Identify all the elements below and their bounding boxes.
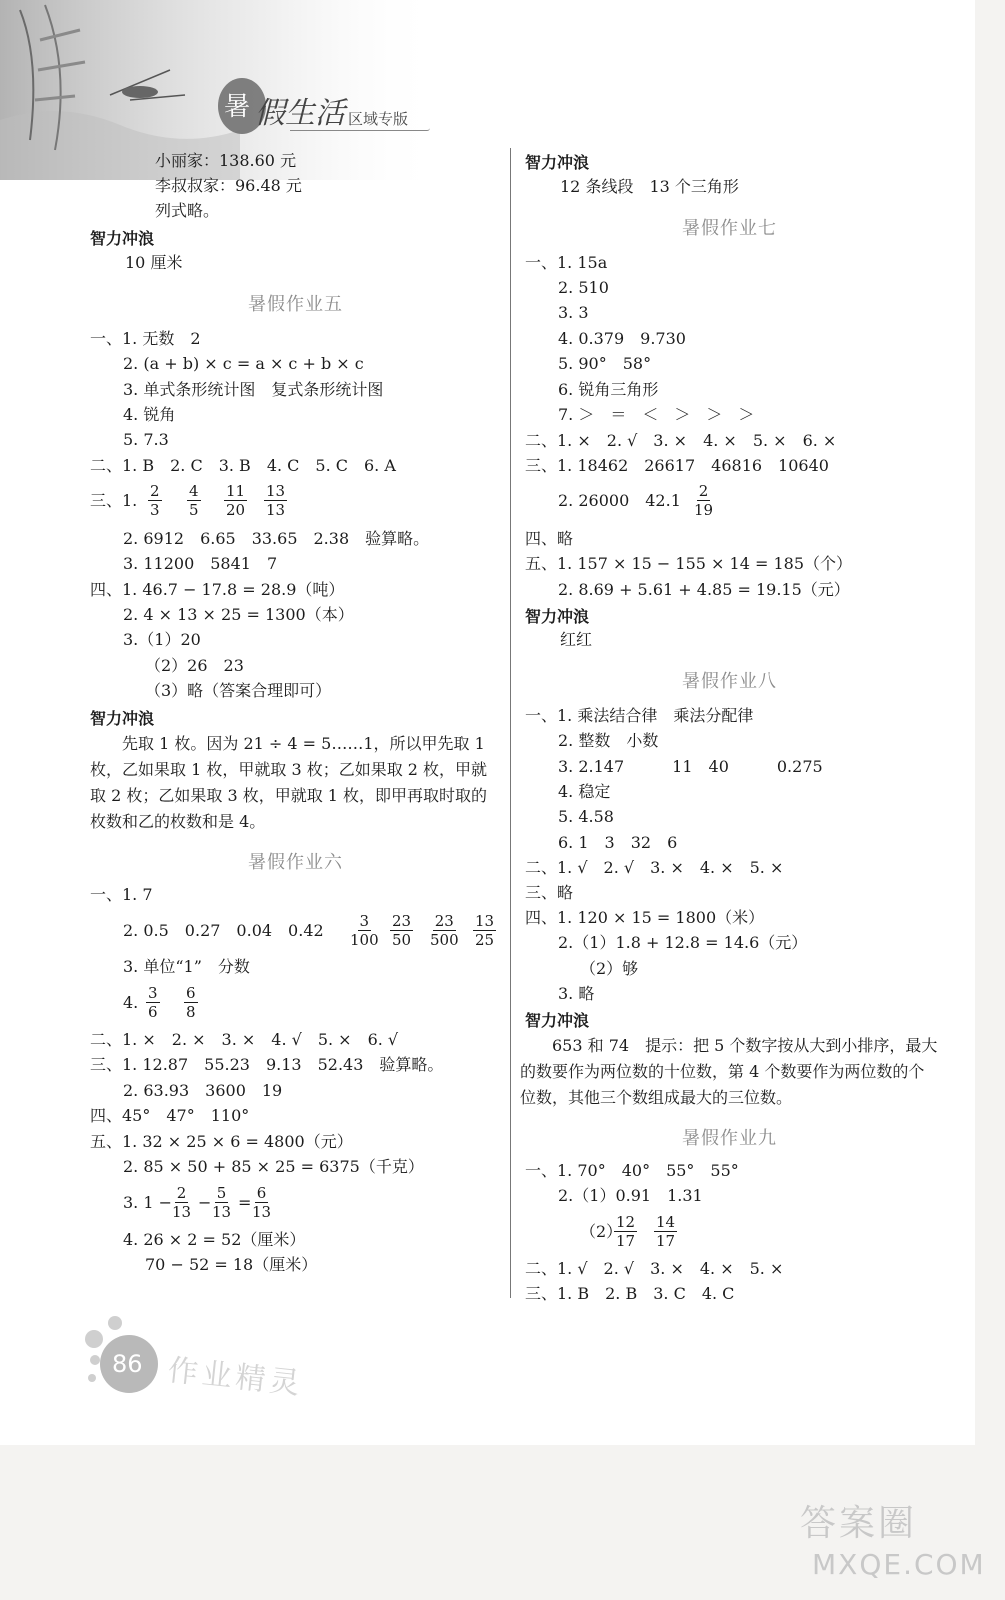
answer-line: 小丽家：138.60 元 bbox=[155, 151, 297, 170]
answer-line: 二、1. × 2. √ 3. × 4. × 5. × 6. × bbox=[525, 431, 837, 450]
answer-line: 2. 0.5 0.27 0.04 0.42 bbox=[123, 921, 324, 940]
answer-line: 10 厘米 bbox=[125, 253, 183, 272]
answer-line: 6. 锐角三角形 bbox=[558, 380, 659, 399]
answer-line: 五、1. 32 × 25 × 6 = 4800（元） bbox=[90, 1132, 353, 1151]
answer-line: 3. 单位“1” 分数 bbox=[123, 957, 250, 976]
fraction: $\frac{2}{19}$ bbox=[694, 482, 714, 519]
answer-line: 4. 26 × 2 = 52（厘米） bbox=[123, 1230, 306, 1249]
answer-line: 四、1. 120 × 15 = 1800（米） bbox=[525, 908, 765, 927]
section-label: 智力冲浪 bbox=[90, 709, 155, 728]
answer-line: 一、1. 无数 2 bbox=[90, 329, 201, 348]
section-label: 智力冲浪 bbox=[525, 153, 590, 172]
answer-line: 一、1. 70° 40° 55° 55° bbox=[525, 1161, 739, 1180]
section-heading: 暑假作业九 bbox=[682, 1128, 777, 1149]
answer-line: 3. 3 bbox=[558, 303, 589, 322]
fraction: $\frac{13}{25}$ bbox=[475, 912, 495, 949]
answer-line: 2. 8.69 + 5.61 + 4.85 = 19.15（元） bbox=[558, 580, 850, 599]
answer-line: （2）26 23 bbox=[145, 656, 244, 675]
decor-dot bbox=[90, 1355, 100, 1365]
page-tag: 作业精灵 bbox=[166, 1352, 306, 1402]
answer-line: 6. 1 3 32 6 bbox=[558, 833, 678, 852]
answer-line: 70 − 52 = 18（厘米） bbox=[145, 1255, 318, 1274]
fraction: $\frac{6}{8}$ bbox=[186, 984, 196, 1021]
answer-line: 一、1. 7 bbox=[90, 885, 153, 904]
answer-line: 3. 略 bbox=[558, 984, 595, 1003]
answer-line: 3. 1 − bbox=[123, 1193, 173, 1212]
logo-underline bbox=[290, 128, 430, 131]
answer-line: 12 条线段 13 个三角形 bbox=[560, 177, 739, 196]
section-label: 智力冲浪 bbox=[525, 607, 590, 626]
answer-line: 5. 4.58 bbox=[558, 807, 614, 826]
answer-line: 二、1. √ 2. √ 3. × 4. × 5. × bbox=[525, 1259, 784, 1278]
page-number: 86 bbox=[112, 1350, 143, 1378]
watermark: 答案圈 bbox=[800, 1503, 918, 1544]
answer-line: （2）够 bbox=[580, 959, 639, 978]
fraction: $\frac{3}{6}$ bbox=[148, 984, 158, 1021]
fraction: $\frac{6}{13}$ bbox=[252, 1184, 272, 1221]
answer-line: 列式略。 bbox=[155, 201, 220, 220]
logo-tag: 区域专版 bbox=[348, 110, 409, 128]
fraction: $\frac{23}{500}$ bbox=[430, 912, 459, 949]
answer-line: 四、45° 47° 110° bbox=[90, 1106, 250, 1125]
decor-dot bbox=[85, 1330, 103, 1348]
answer-line: 三、1. bbox=[90, 491, 138, 510]
answer-line: 二、1. B 2. C 3. B 4. C 5. C 6. A bbox=[90, 456, 396, 475]
answer-line: 三、1. 12.87 55.23 9.13 52.43 验算略。 bbox=[90, 1055, 444, 1074]
section-label: 智力冲浪 bbox=[525, 1011, 590, 1030]
answer-line: 2.（1）0.91 1.31 bbox=[558, 1186, 703, 1205]
section-label: 智力冲浪 bbox=[90, 229, 155, 248]
answer-line: 2. (a + b) × c = a × c + b × c bbox=[123, 354, 364, 373]
answer-line: 2. 4 × 13 × 25 = 1300（本） bbox=[123, 605, 354, 624]
answer-line: 三、1. 18462 26617 46816 10640 bbox=[525, 456, 829, 475]
answer-line: 2. 26000 42.1 bbox=[558, 491, 681, 510]
answer-line: 2. 63.93 3600 19 bbox=[123, 1081, 283, 1100]
fraction: $\frac{2}{3}$ bbox=[150, 482, 160, 519]
answer-line: 4. 锐角 bbox=[123, 405, 176, 424]
fraction: $\frac{23}{50}$ bbox=[392, 912, 412, 949]
answer-line: 二、1. × 2. × 3. × 4. √ 5. × 6. √ bbox=[90, 1030, 399, 1049]
logo-title: 假生活 bbox=[255, 96, 345, 131]
answer-line: 3. 11200 5841 7 bbox=[123, 554, 278, 573]
answer-line: 4. 稳定 bbox=[558, 782, 611, 801]
answer-line: 一、1. 15a bbox=[525, 253, 608, 272]
answer-line: 7. ＞ ＝ ＜ ＞ ＞ ＞ bbox=[558, 405, 755, 424]
section-heading: 暑假作业八 bbox=[682, 671, 777, 692]
answer-line: 三、略 bbox=[525, 883, 574, 902]
answer-line: 2.（1）1.8 + 12.8 = 14.6（元） bbox=[558, 933, 808, 952]
watermark-url: MXQE.COM bbox=[812, 1548, 986, 1581]
answer-line: 2. 整数 小数 bbox=[558, 731, 659, 750]
answer-line: 5. 7.3 bbox=[123, 430, 169, 449]
section-heading: 暑假作业七 bbox=[682, 218, 777, 239]
operator: = bbox=[238, 1193, 252, 1212]
answer-paragraph: 先取 1 枚。因为 21 ÷ 4 = 5……1，所以甲先取 1 枚，乙如果取 1 枚，甲就取 3 枚；乙如果取 2 枚，甲就取 2 枚；乙如果取 3 枚，甲就取 1 枚，即甲再取时取的枚数和乙的枚数和是 4。 bbox=[90, 734, 488, 831]
answer-paragraph: 653 和 74 提示：把 5 个数字按从大到小排序，最大的数要作为两位数的十位数，第 4 个数要作为两位数的个位数，其他三个数组成最大的三位数。 bbox=[520, 1036, 938, 1107]
column-divider bbox=[510, 148, 511, 1298]
answer-line: 李叔叔家：96.48 元 bbox=[155, 176, 302, 195]
fraction: $\frac{3}{100}$ bbox=[350, 912, 379, 949]
answer-line: 五、1. 157 × 15 − 155 × 14 = 185（个） bbox=[525, 554, 853, 573]
answer-line: 5. 90° 58° bbox=[558, 354, 652, 373]
answer-line: 4. bbox=[123, 993, 139, 1012]
section-heading: 暑假作业五 bbox=[248, 294, 343, 315]
answer-line: 2. 85 × 50 + 85 × 25 = 6375（千克） bbox=[123, 1157, 424, 1176]
fraction: $\frac{11}{20}$ bbox=[226, 482, 246, 519]
answer-line: 一、1. 乘法结合律 乘法分配律 bbox=[525, 706, 754, 725]
answer-line: 二、1. √ 2. √ 3. × 4. × 5. × bbox=[525, 858, 784, 877]
section-heading: 暑假作业六 bbox=[248, 852, 343, 873]
answer-line: 四、略 bbox=[525, 529, 574, 548]
answer-line: （3）略（答案合理即可） bbox=[145, 681, 332, 700]
answer-line: 三、1. B 2. B 3. C 4. C bbox=[525, 1284, 735, 1303]
answer-line: 2. 6912 6.65 33.65 2.38 验算略。 bbox=[123, 529, 430, 548]
answer-line: 3. 2.147 11 40 0.275 bbox=[558, 757, 823, 776]
answer-line: 2. 510 bbox=[558, 278, 609, 297]
answer-line: （2） bbox=[580, 1222, 623, 1241]
answer-line: 4. 0.379 9.730 bbox=[558, 329, 686, 348]
fraction: $\frac{14}{17}$ bbox=[656, 1213, 676, 1250]
answer-line: 红红 bbox=[560, 630, 593, 649]
decor-dot bbox=[88, 1374, 96, 1382]
answer-line: 3.（1）20 bbox=[123, 630, 201, 649]
fraction: $\frac{2}{13}$ bbox=[172, 1184, 192, 1221]
logo-mark: 暑 bbox=[224, 92, 251, 122]
operator: − bbox=[198, 1193, 212, 1212]
fraction: $\frac{5}{13}$ bbox=[212, 1184, 232, 1221]
fraction: $\frac{13}{13}$ bbox=[266, 482, 286, 519]
answer-line: 3. 单式条形统计图 复式条形统计图 bbox=[123, 380, 384, 399]
decor-dot bbox=[108, 1316, 122, 1330]
fraction: $\frac{4}{5}$ bbox=[189, 482, 199, 519]
answer-line: 四、1. 46.7 − 17.8 = 28.9（吨） bbox=[90, 580, 345, 599]
fraction: $\frac{12}{17}$ bbox=[616, 1213, 636, 1250]
